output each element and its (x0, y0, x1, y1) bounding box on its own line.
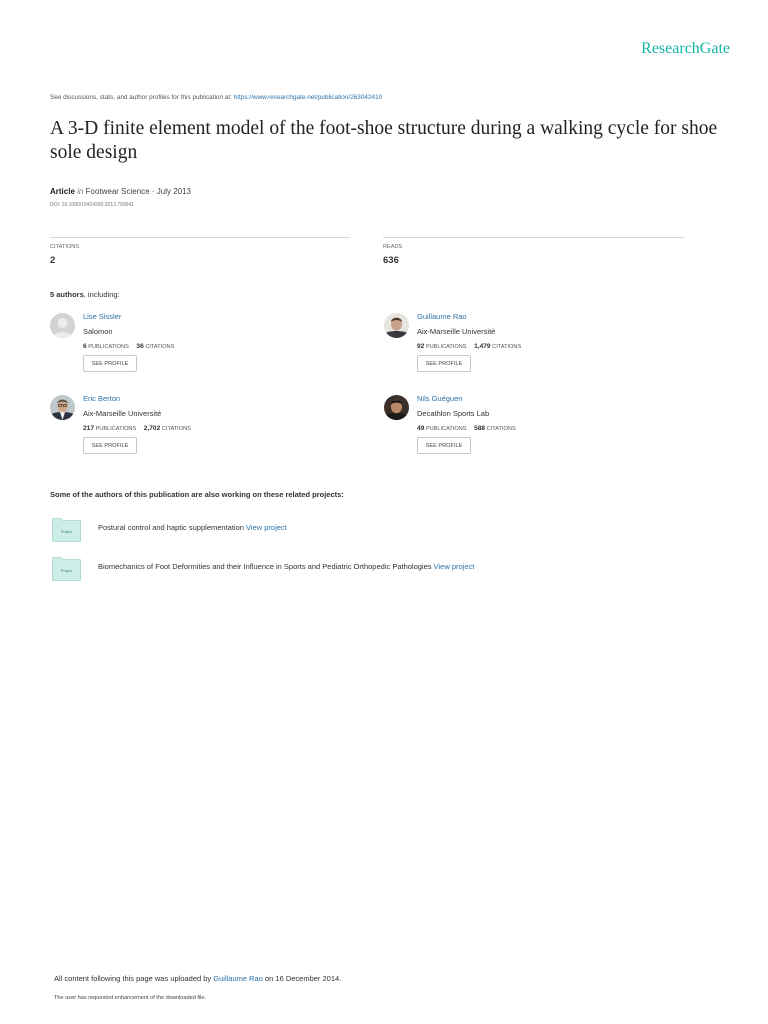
project-icon-label: Project (60, 530, 73, 534)
citations-label: CITATIONS (50, 244, 80, 250)
upload-footer (54, 974, 341, 983)
publication-meta (50, 187, 191, 196)
author-name[interactable]: Lise Sissler (83, 312, 122, 321)
reads-label: READS (383, 244, 403, 250)
publications-label: PUBLICATIONS (95, 426, 137, 432)
project-text (98, 562, 474, 571)
author-stats (83, 425, 191, 432)
author-institution: Aix-Marseille Université (83, 409, 162, 418)
author-name[interactable]: Eric Berton (83, 394, 121, 403)
publications-label: PUBLICATIONS (88, 344, 129, 350)
upload-date: on 16 December 2014. (264, 974, 342, 983)
see-profile-button[interactable]: SEE PROFILE (83, 437, 137, 454)
citations-label: CITATIONS (492, 344, 522, 350)
see-profile-button[interactable]: SEE PROFILE (417, 355, 471, 372)
view-project-link[interactable]: View project (433, 562, 475, 571)
uploader-link[interactable]: Guillaume Rao (213, 974, 263, 983)
page-title: A 3-D finite element model of the foot-shoe structure during a walking cycle for shoe sole design (50, 118, 718, 163)
author-card (384, 313, 684, 393)
citations-label: CITATIONS (486, 426, 516, 432)
enhancement-note: The user has requested enhancement of the downloaded file. (54, 995, 207, 1001)
citations-label: CITATIONS (161, 426, 191, 432)
project-item (50, 557, 740, 587)
publication-count: 92 (417, 343, 425, 350)
related-projects-heading: Some of the authors of this publication are also working on these related projects: (50, 490, 344, 499)
author-photo-icon[interactable] (384, 395, 409, 420)
citation-count: 588 (474, 425, 486, 432)
project-title: Postural control and haptic supplementation (98, 523, 244, 532)
publication-count: 49 (417, 425, 425, 432)
see-profile-button[interactable]: SEE PROFILE (83, 355, 137, 372)
author-institution: Aix-Marseille Université (417, 327, 496, 336)
author-institution: Decathlon Sports Lab (417, 409, 490, 418)
authors-count: 5 authors (50, 290, 84, 299)
citations-divider (50, 237, 350, 238)
citation-count: 2,702 (143, 425, 161, 432)
publication-count: 6 (83, 343, 87, 350)
researchgate-logo[interactable]: ResearchGate (641, 40, 730, 57)
author-institution: Salomon (83, 327, 113, 336)
publications-label: PUBLICATIONS (425, 344, 467, 350)
author-name[interactable]: Guillaume Rao (417, 312, 467, 321)
author-name[interactable]: Nils Guéguen (417, 394, 463, 403)
journal-venue: Footwear Science · July 2013 (85, 187, 191, 196)
avatar-placeholder-icon[interactable] (50, 313, 75, 338)
author-card (50, 313, 350, 393)
upload-prefix: All content following this page was uploaded by (54, 974, 212, 983)
citations-value: 2 (50, 255, 56, 266)
citation-count: 1,479 (474, 343, 491, 350)
see-profile-button[interactable]: SEE PROFILE (417, 437, 471, 454)
in-word: in (77, 187, 84, 196)
project-title: Biomechanics of Foot Deformities and their Influence in Sports and Pediatric Orthopedic Pathologies (98, 562, 432, 571)
reads-value: 636 (383, 255, 399, 266)
authors-suffix: , including: (83, 290, 120, 299)
author-stats (83, 343, 174, 350)
project-item (50, 518, 740, 548)
project-folder-icon[interactable] (52, 518, 81, 542)
publication-url-link[interactable]: https://www.researchgate.net/publication/263042410 (233, 94, 383, 101)
author-card (384, 395, 684, 475)
discussions-line (50, 94, 382, 101)
citations-label: CITATIONS (145, 344, 175, 350)
reads-divider (383, 237, 684, 238)
author-stats (417, 343, 521, 350)
author-card (50, 395, 350, 475)
publication-count: 217 (83, 425, 95, 432)
project-folder-icon[interactable] (52, 557, 81, 581)
authors-heading (50, 290, 120, 299)
project-text (98, 523, 287, 532)
doi: DOI: 10.1080/19424280.2013.799541 (50, 202, 134, 208)
view-project-link[interactable]: View project (246, 523, 287, 532)
discussions-text: See discussions, stats, and author profiles for this publication at: (50, 94, 232, 101)
author-photo-icon[interactable] (50, 395, 75, 420)
author-stats (417, 425, 516, 432)
project-icon-label: Project (60, 569, 73, 573)
article-type: Article (50, 187, 75, 196)
publications-label: PUBLICATIONS (425, 426, 467, 432)
author-photo-icon[interactable] (384, 313, 409, 338)
citation-count: 36 (136, 343, 144, 350)
